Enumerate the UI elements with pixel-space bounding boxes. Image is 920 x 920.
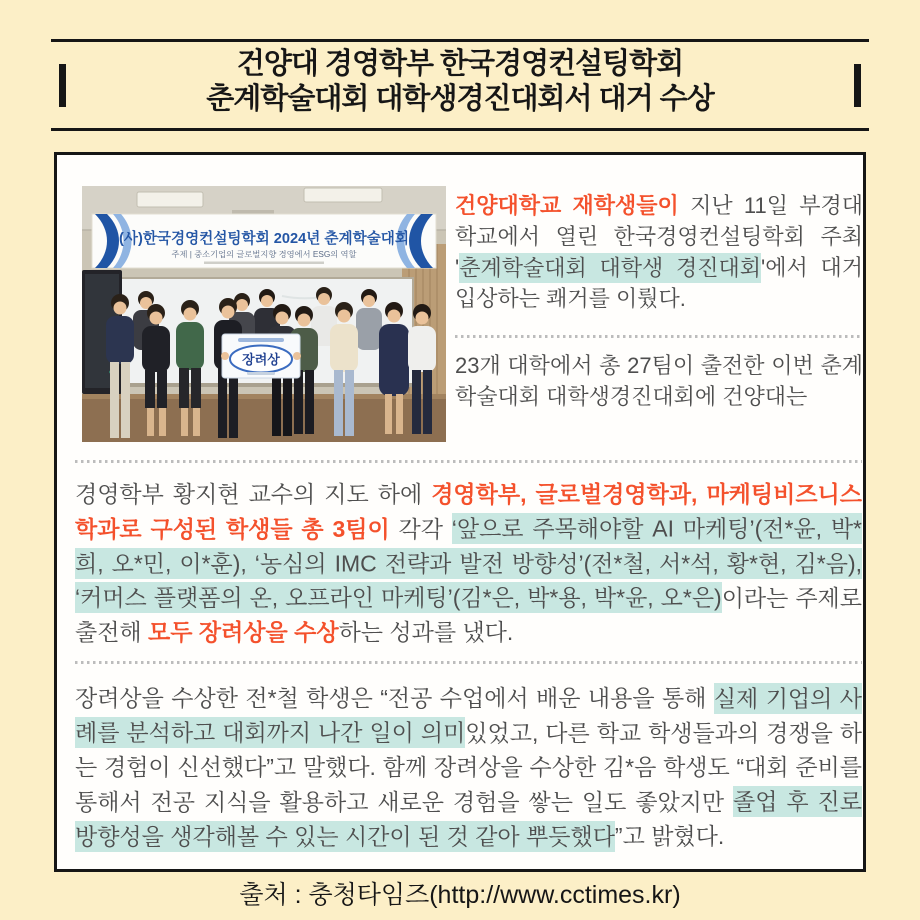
text-run-hl: 실제 기업의 사례를 분석하고 대회까지 나간 일이 의미 [75,683,862,749]
text-run-normal: 경영학부 황지현 교수의 지도 하에 [75,481,432,507]
text-run-normal: 각각 [389,515,452,542]
award-photo-illustration [82,186,446,442]
dotted-divider [75,661,862,664]
student-quotes-paragraph [75,681,862,854]
headline [0,47,920,117]
banner-title: (사)한국경영컨설팅학회 2024년 춘계학술대회 [119,230,418,247]
text-run-hl: ‘앞으로 주목해야할 AI 마케팅’(전*윤, 박*희, 오*민, 이*훈), ‘농심의 IMC 전략과 발전 방향성’(전*철, 서*석, 황*현, 김*음), ‘커머스 플랫폼의 온, 오프라인 마케팅’(김*은, 박*용, 박*윤, 오*은) [75,513,862,613]
text-run-red: 모두 장려상을 수상 [148,619,339,645]
dotted-divider [75,460,862,463]
text-run-normal: ”고 밝혔다. [614,823,725,849]
headline-top-rule [51,39,869,42]
ceiling-light [137,192,203,207]
text-run-hl: 졸업 후 진로 방향성을 생각해볼 수 있는 시간이 된 것 같아 뿌듯했다 [75,786,862,852]
text-run-normal: 장려상을 수상한 전*철 학생은 “전공 수업에서 배운 내용을 통해 [75,685,714,711]
text-run-hl: 춘계학술대회 대학생 경진대회 [459,253,761,283]
headline-line2: 춘계학술대회 대학생경진대회서 대거 수상 [206,83,714,115]
headline-line1: 건양대 경영학부 한국경영컨설팅학회 [236,48,684,80]
text-run-red: 경영학부, 글로벌경영학과, 마케팅비즈니스학과로 구성된 학생들 총 3팀이 [75,481,862,542]
headline-bottom-rule [51,128,869,131]
ceiling-light [304,188,382,202]
lead-paragraph [455,190,863,314]
text-run-red: 건양대학교 재학생들이 [455,193,679,218]
lead-column [455,190,863,412]
dotted-divider [455,335,863,338]
conference-banner [92,214,436,268]
source-attribution: 출처 : 충청타임즈(http://www.cctimes.kr) [239,881,681,909]
second-paragraph [455,350,863,412]
text-run-normal: 하는 성과를 냈다. [338,619,514,645]
text-run-normal: 이라는 주제로 출전해 [75,584,862,645]
text-run-normal: '에서 대거 입상하는 쾌거를 이뤘다. [455,255,863,311]
text-run-normal: 지난 11일 부경대학교에서 열린 한국경영컨설팅학회 주최 ' [455,193,864,280]
article-card [54,152,866,872]
text-run-normal: 23개 대학에서 총 27팀이 출전한 이번 춘계학술대회 대학생경진대회에 건양대는 [455,353,863,409]
award-photo [82,186,446,442]
text-run-normal: 있었고, 다른 학교 학생들과의 경쟁을 하는 경험이 신선했다”고 말했다. 함께 장려상을 수상한 김*음 학생도 “대회 준비를 통해서 전공 지식을 활용하고 새로운 경험을 쌓는 일도 좋았지만 [75,719,862,815]
banner-subtitle: 주제 | 중소기업의 글로벌지향 경영에서 ESG의 역할 [171,250,351,259]
award-sign [221,334,301,378]
teams-paragraph [75,477,862,650]
award-sign-label: 장려상 [242,352,280,367]
